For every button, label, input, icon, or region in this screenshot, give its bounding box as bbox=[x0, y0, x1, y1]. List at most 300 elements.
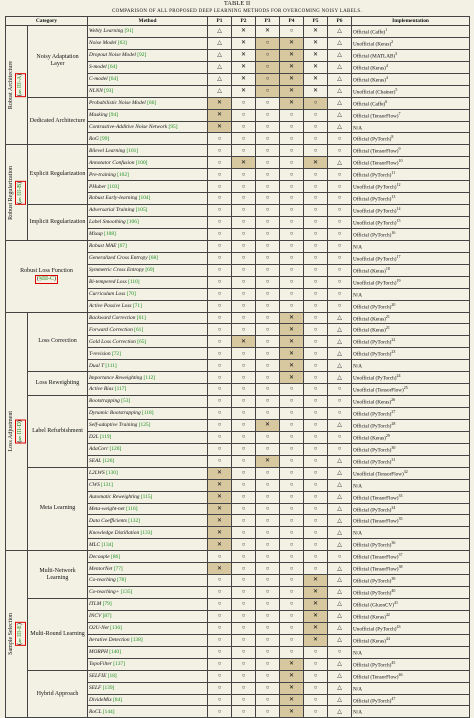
property-p5-cell: ✕ bbox=[304, 37, 328, 49]
footnote-link[interactable]: 5 bbox=[395, 86, 398, 92]
implementation-cell bbox=[352, 228, 470, 240]
property-p2-cell: ○ bbox=[232, 324, 256, 336]
citation-link[interactable]: [84] bbox=[113, 696, 123, 703]
property-p3-cell: ○ bbox=[256, 563, 280, 575]
footnote-link[interactable]: 40 bbox=[391, 588, 396, 594]
citation-link[interactable]: [112] bbox=[143, 374, 156, 381]
method-cell bbox=[88, 26, 208, 38]
property-p5-cell: ○ bbox=[304, 694, 328, 706]
implementation-text: Official (Keras) bbox=[353, 614, 386, 621]
property-p5-cell: ✕ bbox=[304, 622, 328, 634]
footnote-link[interactable]: 47 bbox=[391, 695, 396, 701]
footnote-link[interactable]: 11 bbox=[391, 170, 396, 176]
footnote-link[interactable]: 20 bbox=[391, 301, 396, 307]
property-p1-cell: ✕ bbox=[208, 121, 232, 133]
property-p2-cell: ○ bbox=[232, 193, 256, 205]
citation-link[interactable]: [91] bbox=[124, 28, 134, 35]
footnote-link[interactable]: 13 bbox=[391, 194, 396, 200]
citation-link[interactable]: [119] bbox=[99, 434, 112, 441]
implementation-text: Official (MATLAB) bbox=[353, 53, 396, 60]
citation-link[interactable]: [137] bbox=[113, 661, 125, 668]
implementation-cell bbox=[352, 634, 470, 646]
footnote-link[interactable]: 21 bbox=[385, 325, 390, 331]
method-name: AdaCorr bbox=[89, 446, 109, 453]
method-name: Co-teaching bbox=[89, 577, 116, 584]
property-p5-cell: ○ bbox=[304, 109, 328, 121]
property-p3-cell: ○ bbox=[256, 121, 280, 133]
property-p6-cell: △ bbox=[328, 419, 352, 431]
implementation-text: Unofficial (Keras) bbox=[353, 399, 392, 406]
property-p3-cell: ○ bbox=[256, 670, 280, 682]
property-p1-cell: ○ bbox=[208, 443, 232, 455]
footnote-link[interactable]: 16 bbox=[391, 229, 396, 235]
property-p3-cell: ○ bbox=[256, 336, 280, 348]
method-name: Noise Model bbox=[89, 40, 117, 47]
method-name: Backward Correction bbox=[89, 314, 136, 321]
footnote-link[interactable]: 32 bbox=[403, 468, 408, 474]
property-p2-cell: ○ bbox=[232, 181, 256, 193]
method-name: Dropout Noise Model bbox=[89, 52, 136, 59]
citation-link[interactable]: [93] bbox=[104, 88, 114, 95]
group-label bbox=[8, 411, 26, 452]
footnote-link[interactable]: 7 bbox=[398, 110, 401, 116]
citation-link[interactable]: [63] bbox=[117, 40, 127, 47]
header-p1: P1 bbox=[208, 17, 232, 26]
method-name: Bi-tempered Loss bbox=[89, 279, 127, 286]
citation-link[interactable]: [99] bbox=[100, 135, 110, 142]
property-p3-cell: ○ bbox=[256, 288, 280, 300]
section-ref-link[interactable]: (§III-A) bbox=[15, 73, 26, 97]
method-name: Annotator Confusion bbox=[89, 159, 135, 166]
footnote-link[interactable]: 43 bbox=[396, 623, 401, 629]
table-row bbox=[6, 599, 470, 611]
implementation-text: Unofficial (PyTorch) bbox=[353, 208, 397, 215]
property-p5-cell: ○ bbox=[304, 121, 328, 133]
footnote-link[interactable]: 23 bbox=[391, 349, 396, 355]
property-p4-cell: ○ bbox=[280, 419, 304, 431]
footnote-link[interactable]: 6 bbox=[385, 98, 388, 104]
method-cell bbox=[88, 551, 208, 563]
footnote-link[interactable]: 28 bbox=[391, 420, 396, 426]
property-p1-cell: ○ bbox=[208, 312, 232, 324]
property-p4-cell: ○ bbox=[280, 491, 304, 503]
footnote-link[interactable]: 12 bbox=[396, 182, 401, 188]
citation-link[interactable]: [69] bbox=[145, 267, 155, 274]
property-p1-cell: ○ bbox=[208, 336, 232, 348]
property-p6-cell: ○ bbox=[328, 551, 352, 563]
footnote-link[interactable]: 45 bbox=[391, 659, 396, 665]
citation-link[interactable]: [118] bbox=[142, 410, 154, 417]
citation-link[interactable]: [117] bbox=[114, 386, 127, 393]
property-p2-cell: ○ bbox=[232, 503, 256, 515]
property-p1-cell: ○ bbox=[208, 419, 232, 431]
method-cell bbox=[88, 431, 208, 443]
implementation-cell bbox=[352, 563, 470, 575]
method-cell bbox=[88, 694, 208, 706]
property-p5-cell: ○ bbox=[304, 288, 328, 300]
table-row bbox=[6, 205, 470, 217]
method-name: Adversarial Training bbox=[89, 207, 135, 214]
citation-link[interactable]: [67] bbox=[117, 243, 127, 250]
footnote-link[interactable]: 42 bbox=[385, 611, 390, 617]
footnote-link[interactable]: 19 bbox=[396, 277, 401, 283]
property-p2-cell: ○ bbox=[232, 646, 256, 658]
footnote-link[interactable]: 17 bbox=[396, 253, 401, 259]
citation-link[interactable]: [111] bbox=[105, 362, 117, 369]
citation-link[interactable]: [86] bbox=[111, 553, 121, 560]
footnote-link[interactable]: 24 bbox=[396, 373, 401, 379]
method-name: T-revision bbox=[89, 350, 111, 357]
method-cell bbox=[88, 467, 208, 479]
method-name: Robust MAE bbox=[89, 243, 117, 250]
property-p2-cell: ○ bbox=[232, 109, 256, 121]
footnote-link[interactable]: 26 bbox=[391, 397, 396, 403]
property-p2-cell: ○ bbox=[232, 682, 256, 694]
method-name: Forward Correction bbox=[89, 326, 133, 333]
method-name: Co-teaching+ bbox=[89, 589, 120, 596]
citation-link[interactable]: [102] bbox=[117, 171, 129, 178]
property-p6-cell: ○ bbox=[328, 396, 352, 408]
category-label: Loss Correction bbox=[28, 312, 88, 372]
footnote-link[interactable]: 3 bbox=[395, 50, 398, 56]
implementation-cell bbox=[352, 658, 470, 670]
property-p1-cell: ○ bbox=[208, 431, 232, 443]
method-name: DivideMix bbox=[89, 696, 112, 703]
footnote-link[interactable]: 25 bbox=[403, 385, 408, 391]
citation-link[interactable]: [79] bbox=[102, 601, 112, 608]
method-name: Dynamic Bootstrapping bbox=[89, 410, 141, 417]
property-p2-cell: ○ bbox=[232, 360, 256, 372]
header-method: Method bbox=[88, 17, 208, 26]
property-p5-cell: ○ bbox=[304, 515, 328, 527]
citation-link[interactable]: [68] bbox=[148, 255, 158, 262]
property-p3-cell: ○ bbox=[256, 610, 280, 622]
citation-link[interactable]: [133] bbox=[140, 529, 153, 536]
footnote-link[interactable]: 44 bbox=[385, 635, 390, 641]
citation-link[interactable]: [104] bbox=[138, 195, 151, 202]
implementation-text: Unofficial (TensorFlow) bbox=[353, 387, 404, 394]
property-p6-cell: ○ bbox=[328, 408, 352, 420]
section-ref-link[interactable]: (§III-C) bbox=[37, 276, 56, 283]
implementation-cell bbox=[352, 443, 470, 455]
property-p1-cell: △ bbox=[208, 85, 232, 97]
header-p4: P4 bbox=[280, 17, 304, 26]
footnote-link[interactable]: 18 bbox=[385, 265, 390, 271]
citation-link[interactable]: [64] bbox=[108, 76, 118, 83]
footnote-link[interactable]: 4 bbox=[385, 74, 388, 80]
method-cell bbox=[88, 348, 208, 360]
citation-link[interactable]: [130] bbox=[106, 470, 118, 477]
citation-link[interactable]: [103] bbox=[107, 183, 120, 190]
citation-link[interactable]: [105] bbox=[135, 207, 148, 214]
citation-link[interactable]: [95] bbox=[168, 123, 178, 130]
property-p5-cell: ✕ bbox=[304, 85, 328, 97]
citation-link[interactable]: [77] bbox=[113, 565, 123, 572]
footnote-link[interactable]: 37 bbox=[398, 552, 403, 558]
property-p3-cell: ○ bbox=[256, 587, 280, 599]
method-name: S-model bbox=[89, 64, 107, 71]
method-cell bbox=[88, 599, 208, 611]
section-ref-link[interactable]: (§III-B) bbox=[15, 181, 26, 205]
property-p4-cell: ○ bbox=[280, 181, 304, 193]
citation-link[interactable]: [140] bbox=[109, 649, 121, 656]
citation-link[interactable]: [115] bbox=[140, 493, 153, 500]
property-p2-cell: ○ bbox=[232, 467, 256, 479]
property-p1-cell: ○ bbox=[208, 169, 232, 181]
footnote-link[interactable]: 31 bbox=[391, 456, 396, 462]
table-row bbox=[6, 372, 470, 384]
implementation-text: Official (GluonCV) bbox=[353, 602, 394, 609]
method-cell bbox=[88, 85, 208, 97]
method-name: Masking bbox=[89, 111, 108, 118]
property-p6-cell: △ bbox=[328, 324, 352, 336]
citation-link[interactable]: [61] bbox=[134, 326, 144, 333]
implementation-cell bbox=[352, 706, 470, 718]
method-cell bbox=[88, 455, 208, 467]
implementation-cell bbox=[352, 419, 470, 431]
property-p2-cell: ○ bbox=[232, 443, 256, 455]
footnote-link[interactable]: 39 bbox=[391, 576, 396, 582]
citation-link[interactable]: [101] bbox=[126, 147, 139, 154]
property-p5-cell: ○ bbox=[304, 348, 328, 360]
property-p2-cell: ○ bbox=[232, 396, 256, 408]
property-p6-cell: △ bbox=[328, 527, 352, 539]
implementation-text: Official (PyTorch) bbox=[353, 459, 392, 466]
footnote-link[interactable]: 4 bbox=[385, 62, 388, 68]
property-p1-cell: ○ bbox=[208, 133, 232, 145]
implementation-text: Official (Caffe) bbox=[353, 29, 386, 36]
property-p4-cell: ○ bbox=[280, 539, 304, 551]
implementation-cell bbox=[352, 73, 470, 85]
method-cell bbox=[88, 61, 208, 73]
property-p3-cell: ○ bbox=[256, 360, 280, 372]
table-row bbox=[6, 97, 470, 109]
footnote-link[interactable]: 46 bbox=[398, 671, 403, 677]
method-cell bbox=[88, 563, 208, 575]
footnote-link[interactable]: 30 bbox=[391, 444, 396, 450]
citation-link[interactable]: [134] bbox=[101, 541, 114, 548]
table-row bbox=[6, 467, 470, 479]
citation-link[interactable]: [131] bbox=[101, 481, 113, 488]
property-p2-cell: ○ bbox=[232, 228, 256, 240]
property-p1-cell: ○ bbox=[208, 240, 232, 252]
citation-link[interactable]: [92] bbox=[137, 52, 147, 59]
property-p4-cell: ○ bbox=[280, 228, 304, 240]
property-p2-cell: ✕ bbox=[232, 49, 256, 61]
table-row bbox=[6, 26, 470, 38]
implementation-cell bbox=[352, 599, 470, 611]
section-ref-text: §III-B bbox=[16, 183, 23, 202]
property-p1-cell: ✕ bbox=[208, 563, 232, 575]
property-p4-cell: ✕ bbox=[280, 97, 304, 109]
footnote-link[interactable]: 8 bbox=[391, 134, 394, 140]
implementation-cell bbox=[352, 431, 470, 443]
method-name: Curriculum Loss bbox=[89, 290, 126, 297]
footnote-link[interactable]: 22 bbox=[391, 337, 396, 343]
citation-link[interactable]: [125] bbox=[138, 422, 151, 429]
method-name: Generalized Cross Entropy bbox=[89, 255, 148, 262]
property-p5-cell: ○ bbox=[304, 396, 328, 408]
property-p6-cell: △ bbox=[328, 670, 352, 682]
citation-link[interactable]: [126] bbox=[102, 458, 115, 465]
property-p5-cell: ○ bbox=[304, 384, 328, 396]
citation-link[interactable]: [116] bbox=[126, 505, 138, 512]
footnote-link[interactable]: 33 bbox=[398, 492, 403, 498]
property-p6-cell: △ bbox=[328, 121, 352, 133]
property-p3-cell: ○ bbox=[256, 658, 280, 670]
property-p1-cell: ○ bbox=[208, 205, 232, 217]
implementation-text: Unofficial (PyTorch) bbox=[353, 256, 397, 263]
property-p2-cell: ○ bbox=[232, 408, 256, 420]
property-p3-cell: ○ bbox=[256, 467, 280, 479]
footnote-link[interactable]: 1 bbox=[385, 27, 388, 32]
implementation-cell bbox=[352, 121, 470, 133]
section-ref-link[interactable]: (§III-E) bbox=[15, 622, 26, 646]
property-p4-cell: ✕ bbox=[280, 49, 304, 61]
citation-link[interactable]: [106] bbox=[127, 219, 139, 226]
method-cell bbox=[88, 539, 208, 551]
section-ref-text: §III-D bbox=[16, 422, 23, 441]
citation-link[interactable]: [135] bbox=[120, 589, 133, 596]
footnote-link[interactable]: 9 bbox=[398, 146, 401, 152]
property-p5-cell: ○ bbox=[304, 682, 328, 694]
citation-link[interactable]: [94] bbox=[108, 111, 118, 118]
implementation-text: Official (Keras) bbox=[353, 638, 386, 645]
citation-link[interactable]: [53] bbox=[121, 398, 131, 405]
citation-link[interactable]: [138] bbox=[130, 637, 143, 644]
property-p6-cell: ○ bbox=[328, 193, 352, 205]
property-p2-cell: ○ bbox=[232, 205, 256, 217]
property-p6-cell: △ bbox=[328, 575, 352, 587]
implementation-cell bbox=[352, 324, 470, 336]
group-cell bbox=[6, 551, 28, 718]
citation-link[interactable]: [66] bbox=[147, 99, 157, 106]
table-row bbox=[6, 670, 470, 682]
method-cell bbox=[88, 443, 208, 455]
method-name: RoCL bbox=[89, 708, 102, 715]
property-p3-cell: ○ bbox=[256, 109, 280, 121]
property-p5-cell: ○ bbox=[304, 324, 328, 336]
citation-link[interactable]: [100] bbox=[135, 159, 148, 166]
property-p6-cell: △ bbox=[328, 694, 352, 706]
implementation-cell bbox=[352, 169, 470, 181]
implementation-cell bbox=[352, 157, 470, 169]
implementation-text: Official (PyTorch) bbox=[353, 137, 392, 144]
implementation-text: Unofficial (TensorFlow) bbox=[353, 471, 404, 478]
property-p6-cell: ○ bbox=[328, 169, 352, 181]
implementation-cell bbox=[352, 682, 470, 694]
section-ref-link[interactable]: (§III-D) bbox=[15, 419, 26, 443]
property-p5-cell: ○ bbox=[304, 431, 328, 443]
footnote-link[interactable]: 15 bbox=[396, 218, 401, 223]
method-cell bbox=[88, 515, 208, 527]
category-label: Multi-Round Learning bbox=[28, 599, 88, 671]
implementation-text: Official (PyTorch) bbox=[353, 578, 392, 585]
property-p2-cell: ○ bbox=[232, 264, 256, 276]
property-p1-cell: ✕ bbox=[208, 503, 232, 515]
property-p6-cell: △ bbox=[328, 348, 352, 360]
method-name: MentorNet bbox=[89, 565, 113, 572]
property-p5-cell: ○ bbox=[304, 563, 328, 575]
citation-link[interactable]: [70] bbox=[126, 290, 136, 297]
property-p3-cell: ✕ bbox=[256, 455, 280, 467]
category-label: Multi-Network Learning bbox=[28, 551, 88, 599]
footnote-link[interactable]: 27 bbox=[391, 409, 396, 414]
citation-link[interactable]: [78] bbox=[117, 577, 127, 584]
method-name: CWS bbox=[89, 481, 100, 488]
implementation-cell bbox=[352, 312, 470, 324]
citation-link[interactable]: [108] bbox=[104, 231, 116, 238]
property-p1-cell: ○ bbox=[208, 587, 232, 599]
property-p6-cell: △ bbox=[328, 587, 352, 599]
implementation-text: N/A bbox=[353, 483, 362, 490]
header-p3: P3 bbox=[256, 17, 280, 26]
citation-link[interactable]: [132] bbox=[128, 517, 140, 524]
group-name: Robust Architecture bbox=[7, 61, 14, 110]
footnote-link[interactable]: 29 bbox=[385, 432, 390, 438]
implementation-cell bbox=[352, 264, 470, 276]
citation-link[interactable]: [136] bbox=[110, 625, 122, 632]
citation-link[interactable]: [65] bbox=[137, 338, 147, 345]
citation-link[interactable]: [64] bbox=[108, 64, 118, 71]
footnote-link[interactable]: 10 bbox=[398, 158, 403, 164]
property-p3-cell: ○ bbox=[256, 622, 280, 634]
footnote-link[interactable]: 34 bbox=[391, 504, 396, 510]
footnote-link[interactable]: 35 bbox=[398, 516, 403, 522]
property-p6-cell: △ bbox=[328, 109, 352, 121]
implementation-cell bbox=[352, 300, 470, 312]
section-ref-text: §III-A bbox=[16, 76, 23, 95]
method-cell bbox=[88, 121, 208, 133]
property-p5-cell: ○ bbox=[304, 205, 328, 217]
citation-link[interactable]: [72] bbox=[111, 350, 121, 357]
footnote-link[interactable]: 2 bbox=[391, 38, 394, 44]
footnote-link[interactable]: 14 bbox=[396, 206, 401, 212]
property-p5-cell: ○ bbox=[304, 443, 328, 455]
footnote-link[interactable]: 21 bbox=[385, 313, 390, 319]
footnote-link[interactable]: 36 bbox=[391, 540, 396, 546]
method-cell bbox=[88, 264, 208, 276]
citation-link[interactable]: [61] bbox=[136, 314, 146, 321]
implementation-cell bbox=[352, 336, 470, 348]
property-p2-cell: ✕ bbox=[232, 37, 256, 49]
method-name: Importance Reweighting bbox=[89, 374, 143, 381]
method-cell bbox=[88, 217, 208, 229]
footnote-link[interactable]: 38 bbox=[398, 564, 403, 570]
implementation-text: Unofficial (PyTorch) bbox=[353, 184, 397, 191]
property-p1-cell: ○ bbox=[208, 217, 232, 229]
citation-link[interactable]: [139] bbox=[102, 684, 115, 691]
citation-link[interactable]: [144] bbox=[102, 708, 115, 715]
property-p1-cell: ○ bbox=[208, 252, 232, 264]
citation-link[interactable]: [18] bbox=[107, 672, 117, 679]
property-p3-cell: ○ bbox=[256, 300, 280, 312]
citation-link[interactable]: [110] bbox=[128, 279, 140, 286]
method-cell bbox=[88, 240, 208, 252]
citation-link[interactable]: [71] bbox=[132, 302, 142, 309]
implementation-cell bbox=[352, 109, 470, 121]
implementation-text: N/A bbox=[353, 292, 362, 299]
property-p1-cell: ○ bbox=[208, 288, 232, 300]
citation-link[interactable]: [87] bbox=[102, 613, 112, 620]
citation-link[interactable]: [120] bbox=[109, 446, 122, 453]
footnote-link[interactable]: 41 bbox=[393, 600, 398, 605]
header-p6: P6 bbox=[328, 17, 352, 26]
group-label bbox=[7, 268, 86, 284]
property-p4-cell: ✕ bbox=[280, 706, 304, 718]
method-name: O2U-Net bbox=[89, 625, 109, 632]
method-name: INCV bbox=[89, 613, 102, 620]
